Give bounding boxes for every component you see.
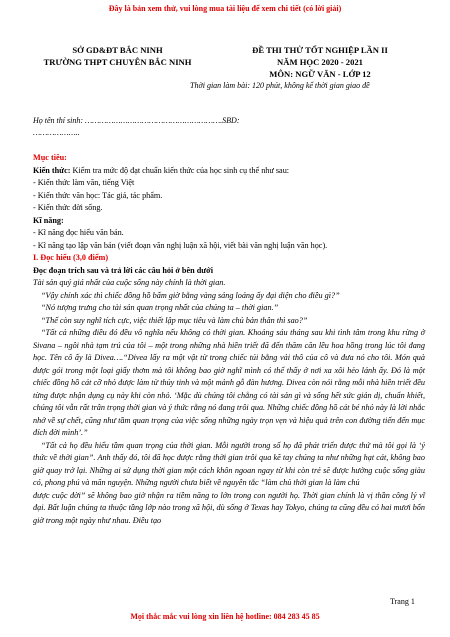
hotline-footer: Mọi thắc mắc vui lòng xin liên hệ hotline: 084 283 45 85 (130, 612, 320, 621)
skill-item: - Kĩ năng đọc hiểu văn bản. (33, 228, 124, 237)
skills-label: Kĩ năng: (33, 215, 64, 225)
knowledge-text: Kiểm tra mức độ đạt chuẩn kiến thức của học sinh cụ thể như sau: (70, 165, 290, 175)
school-year: NĂM HỌC 2020 - 2021 (277, 57, 363, 67)
passage-paragraph: “Vậy chính xác thì chiếc đồng hồ bấm giờ bằng vàng sáng loáng ấy đại diện cho điều gì?” (41, 290, 340, 300)
department-name: SỞ GD&ĐT BẮC NINH (72, 45, 163, 55)
subject-name: MÔN: NGỮ VĂN - LỚP 12 (269, 69, 371, 79)
section-heading: I. Đọc hiểu (3,0 điểm) (33, 253, 109, 262)
passage-paragraph: “Tất cả những điều đó đều vô nghĩa nếu không có thời gian. Khoảng sáu tháng sau khi tình tâm trong khu rừng ở Sivana – ngôi nhà tạm trú của tôi – một trong những nhà hiền triết đã đến thăm căn lều hoa hồng trong lúc tôi đang học. Tên cô ấy là Divea….“Divea lấy ra một vật từ trong chiếc túi bằng vải thô của cô và đưa nó cho tôi. Món quà được gói trong một loại giấy thơm mà tôi không bao giờ nghĩ mình có thể thấy ở nơi xa xôi hẻo lánh ấy. Đó là một chiếc đồng hồ cát cỡ nhỏ được làm từ thủy tinh và một mảnh gỗ đàn hương. Divea còn nói rằng mỗi nhà hiền triết đều từng được nhận dụng cụ này khi còn nhỏ. ‘Mặc dù chúng tôi chẳng có tài sản gì và sống hết sức giản dị, chuẩn khiết, chúng tôi vẫn rất trân trọng thời gian và ý thức rằng nó đang trôi qua. Những chiếc đồng hồ cát bé nhỏ này là lời nhắc nhở về sự chết, cũng như tầm quan trọng của việc sống những ngày trọn vẹn và hiệu quả trên con đường tiến đến mục đích đời mình’.” (33, 328, 425, 437)
knowledge-item: - Kiến thức đời sống. (33, 203, 103, 212)
knowledge-label: Kiến thức: (33, 165, 71, 175)
passage-paragraph: “Thế còn suy nghĩ tích cực, việc thiết lập mục tiêu và làm chủ bản thân thì sao?” (41, 315, 308, 325)
reading-instruction: Đọc đoạn trích sau và trả lời các câu hỏi ở bên dưới (33, 265, 213, 275)
objectives-heading: Mục tiêu: (33, 153, 67, 162)
candidate-name-line-2: ……………….. (33, 128, 80, 137)
passage-paragraph: “Nó tượng trưng cho tài sản quan trọng nhất của chúng ta – thời gian.” (41, 303, 279, 312)
exam-header (215, 44, 425, 80)
school-name: TRƯỜNG THPT CHUYÊN BẮC NINH (43, 57, 192, 67)
school-header (30, 44, 205, 68)
passage-paragraph: được cuộc đời” sẽ không bao giờ nhận ra tiềm năng to lớn trong con người họ. Thời gian chính là vị thần công lý vĩ đại. Bất luận chúng ta thuộc tầng lớp nào trong xã hội, dù sống ở Texas hay Tokyo, chúng ta cũng đều có hai mươi bốn giờ trong một ngày như nhau. Điều tạo (33, 490, 425, 525)
knowledge-item: - Kiến thức làm văn, tiếng Việt (33, 178, 135, 187)
candidate-info (33, 115, 239, 139)
page-number: Trang 1 (390, 597, 415, 606)
exam-title: ĐỀ THI THỬ TỐT NGHIỆP LẦN II (252, 45, 388, 55)
skill-item: - Kĩ năng tạo lập văn bản (viết đoạn văn nghị luận xã hội, viết bài văn nghị luận văn học). (33, 240, 328, 250)
knowledge-line (33, 165, 425, 178)
passage-paragraph: Tài sản quý giá nhất của cuộc sống này chính là thời gian. (33, 278, 226, 287)
candidate-name-line: Họ tên thí sinh: ………………………………………………….SBD: (33, 116, 240, 125)
exam-duration: Thời gian làm bài: 120 phút, không kể thời gian giao đề (190, 81, 370, 90)
preview-banner: Đây là bản xem thử, vui lòng mua tài liệu để xem chi tiết (có lời giải) (108, 4, 342, 13)
document-body (33, 152, 425, 527)
knowledge-item: - Kiến thức văn học: Tác giả, tác phẩm. (33, 190, 163, 200)
passage-paragraph: “Tất cả họ đều hiểu tầm quan trọng của thời gian. Mỗi người trong số họ đã phát triển được thứ mà tôi gọi là ‘ý thức về thời gian”. Anh thấy đó, tôi đã học được rằng thời gian trôi qua kẽ tay chúng ta như những hạt cát, không bao giờ quay trở lại. Những ai sử dụng thời gian một cách khôn ngoan ngay từ khi còn trẻ sẽ được hưởng cuộc sống giàu có, phong phú và mãn nguyện. Những người chưa biết về nguyên tắc “làm chủ thời gian là làm chủ (33, 440, 425, 487)
